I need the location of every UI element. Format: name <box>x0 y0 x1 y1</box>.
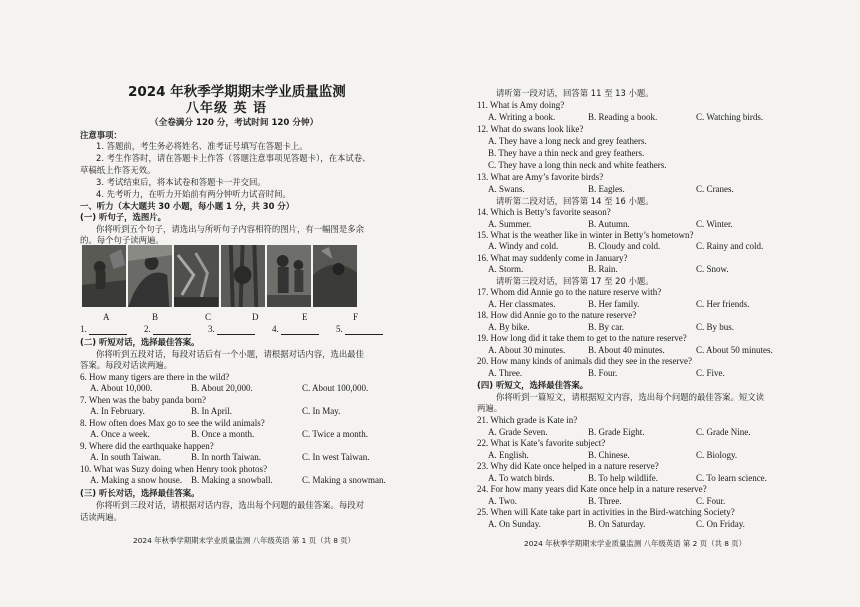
option-b[interactable]: B. Cloudy and cold. <box>588 241 661 251</box>
option-c[interactable]: C. About 100,000. <box>302 383 369 393</box>
question-21: 21. Which grade is Kate in? <box>477 415 578 425</box>
question-10: 10. What was Suzy doing when Henry took photos? <box>80 464 268 474</box>
option-a[interactable]: A. English. <box>488 450 529 460</box>
exam-subtitle: 八年级 英 语 <box>186 101 268 116</box>
option-b[interactable]: B. Once a month. <box>191 429 255 439</box>
option-b[interactable]: B. About 20,000. <box>191 383 253 393</box>
option-c[interactable]: C. Watching birds. <box>696 112 764 122</box>
option-b[interactable]: B. Eagles. <box>588 184 625 194</box>
option-c[interactable]: C. Twice a month. <box>302 429 368 439</box>
part3-heading: (三) 听长对话，选择最佳答案。 <box>80 488 200 498</box>
answer-blank-4[interactable]: 4. <box>272 324 319 335</box>
answer-blank-2[interactable]: 2. <box>144 324 191 335</box>
picture-label: B <box>152 312 159 322</box>
option-c[interactable]: C. About 50 minutes. <box>696 345 773 355</box>
option-c[interactable]: C. Five. <box>696 368 725 378</box>
picture-label: C <box>205 312 212 322</box>
question-11: 11. What is Amy doing? <box>477 100 565 110</box>
listening-heading: 一、听力（本大题共 30 小题，每小题 1 分，共 30 分） <box>80 201 295 211</box>
question-7: 7. When was the baby panda born? <box>80 395 207 405</box>
option-c[interactable]: C. In May. <box>302 406 341 416</box>
note-item: 草稿纸上作答无效。 <box>80 165 156 175</box>
option-c[interactable]: C. They have a long thin neck and white feathers. <box>488 160 667 170</box>
option-b[interactable]: B. In north Taiwan. <box>191 452 261 462</box>
option-a[interactable]: A. Grade Seven. <box>488 427 548 437</box>
option-a[interactable]: A. Once a week. <box>90 429 150 439</box>
note-item: 4. 先考听力，在听力开始前有两分钟听力试音时间。 <box>96 189 291 199</box>
option-a[interactable]: A. In February. <box>90 406 145 416</box>
question-24: 24. For how many years did Kate once help in a nature reserve? <box>477 484 707 494</box>
option-a[interactable]: A. On Sunday. <box>488 519 541 529</box>
question-15: 15. What is the weather like in winter in Betty’s hometown? <box>477 230 694 240</box>
question-19: 19. How long did it take them to get to the nature reserve? <box>477 333 687 343</box>
exam-title: 2024 年秋季学期期末学业质量监测 <box>128 84 346 100</box>
option-c[interactable]: C. Making a snowman. <box>302 475 386 485</box>
option-a[interactable]: A. Summer. <box>488 219 532 229</box>
question-6: 6. How many tigers are there in the wild? <box>80 372 230 382</box>
notes-heading: 注意事项： <box>80 130 122 140</box>
option-a[interactable]: A. To watch birds. <box>488 473 555 483</box>
option-c[interactable]: C. To learn science. <box>696 473 767 483</box>
option-c[interactable]: C. Four. <box>696 496 726 506</box>
option-b[interactable]: B. Chinese. <box>588 450 630 460</box>
picture-label: F <box>353 312 359 322</box>
option-a[interactable]: A. Two. <box>488 496 517 506</box>
option-c[interactable]: C. Cranes. <box>696 184 734 194</box>
question-17: 17. Whom did Annie go to the nature reserve with? <box>477 287 662 297</box>
question-22: 22. What is Kate’s favorite subject? <box>477 438 606 448</box>
option-b[interactable]: B. They have a thin neck and grey feathers. <box>488 148 645 158</box>
question-20: 20. How many kinds of animals did they see in the reserve? <box>477 356 692 366</box>
option-b[interactable]: B. About 40 minutes. <box>588 345 665 355</box>
option-a[interactable]: A. Her classmates. <box>488 299 556 309</box>
picture-d <box>221 245 265 307</box>
question-14: 14. Which is Betty’s favorite season? <box>477 207 611 217</box>
option-a[interactable]: A. Three. <box>488 368 523 378</box>
option-a[interactable]: A. They have a long neck and grey feathers. <box>488 136 647 146</box>
option-a[interactable]: A. By bike. <box>488 322 530 332</box>
picture-c <box>174 245 218 307</box>
part4-instruction: 你将听到一篇短文，请根据短文内容，选出每个问题的最佳答案。短文读 <box>496 392 764 402</box>
question-8: 8. How often does Max go to see the wild animals? <box>80 418 265 428</box>
option-c[interactable]: C. Winter. <box>696 219 733 229</box>
part1-instruction: 你将听到五个句子，请选出与所听句子内容相符的图片，有一幅图是多余 <box>96 224 364 234</box>
question-9: 9. Where did the earthquake happen? <box>80 441 214 451</box>
question-12: 12. What do swans look like? <box>477 124 584 134</box>
picture-e <box>267 245 311 307</box>
answer-blank-1[interactable]: 1. <box>80 324 127 335</box>
question-16: 16. What may suddenly come in January? <box>477 253 628 263</box>
picture-f <box>313 245 357 307</box>
option-a[interactable]: A. In south Taiwan. <box>90 452 161 462</box>
picture-label: A <box>103 312 110 322</box>
picture-b <box>128 245 172 307</box>
option-c[interactable]: C. Her friends. <box>696 299 750 309</box>
option-b[interactable]: B. Autumn. <box>588 219 630 229</box>
option-b[interactable]: B. Three. <box>588 496 622 506</box>
option-a[interactable]: A. About 10,000. <box>90 383 153 393</box>
part2-instruction: 答案。每段对话读两遍。 <box>80 360 173 370</box>
picture-strip <box>82 245 357 307</box>
option-c[interactable]: C. Grade Nine. <box>696 427 751 437</box>
note-item: 1. 答题前，考生务必将姓名、准考证号填写在答题卡上。 <box>96 141 308 151</box>
option-c[interactable]: C. In west Taiwan. <box>302 452 370 462</box>
option-b[interactable]: B. Reading a book. <box>588 112 658 122</box>
option-c[interactable]: C. On Friday. <box>696 519 745 529</box>
option-a[interactable]: A. Storm. <box>488 264 524 274</box>
note-item: 2. 考生作答时，请在答题卡上作答（答题注意事项见答题卡），在本试卷、 <box>96 153 371 163</box>
picture-a <box>82 245 126 307</box>
part3-instruction: 话读两遍。 <box>80 512 122 522</box>
dialogue-1-note: 请听第一段对话，回答第 11 至 13 小题。 <box>496 88 654 98</box>
option-b[interactable]: B. To help wildlife. <box>588 473 658 483</box>
note-item: 3. 考试结束后，将本试卷和答题卡一并交回。 <box>96 177 266 187</box>
option-a[interactable]: A. Making a snow house. <box>90 475 182 485</box>
option-b[interactable]: B. Her family. <box>588 299 640 309</box>
part4-instruction: 两遍。 <box>477 403 503 413</box>
option-b[interactable]: B. By car. <box>588 322 624 332</box>
picture-label: E <box>302 312 308 322</box>
option-c[interactable]: C. Snow. <box>696 264 729 274</box>
page-footer-left: 2024 年秋季学期期末学业质量监测 八年级英语 第 1 页（共 8 页） <box>133 536 356 545</box>
part1-instruction: 的。每个句子读两遍。 <box>80 235 164 245</box>
dialogue-2-note: 请听第二段对话，回答第 14 至 16 小题。 <box>496 196 654 206</box>
option-c[interactable]: C. By bus. <box>696 322 735 332</box>
part2-instruction: 你将听到五段对话，每段对话后有一个小题，请根据对话内容，选出最佳 <box>96 349 364 359</box>
option-c[interactable]: C. Biology. <box>696 450 738 460</box>
part4-heading: (四) 听短文，选择最佳答案。 <box>477 380 589 390</box>
option-b[interactable]: B. Four. <box>588 368 618 378</box>
option-c[interactable]: C. Rainy and cold. <box>696 241 764 251</box>
question-18: 18. How did Annie go to the nature reserve? <box>477 310 637 320</box>
picture-label: D <box>252 312 259 322</box>
option-b[interactable]: B. Making a snowball. <box>191 475 273 485</box>
question-23: 23. Why did Kate once helped in a nature reserve? <box>477 461 659 471</box>
option-b[interactable]: B. Rain. <box>588 264 618 274</box>
answer-blank-5[interactable]: 5. <box>336 324 383 335</box>
option-a[interactable]: A. Windy and cold. <box>488 241 559 251</box>
option-a[interactable]: A. Writing a book. <box>488 112 556 122</box>
part2-heading: (二) 听短对话，选择最佳答案。 <box>80 337 200 347</box>
part1-heading: (一) 听句子，选图片。 <box>80 212 166 222</box>
page-footer-right: 2024 年秋季学期期末学业质量监测 八年级英语 第 2 页（共 8 页） <box>524 539 747 548</box>
score-time-note: （全卷满分 120 分，考试时间 120 分钟） <box>150 118 319 128</box>
question-13: 13. What are Amy’s favorite birds? <box>477 172 604 182</box>
answer-blank-3[interactable]: 3. <box>208 324 255 335</box>
option-a[interactable]: A. Swans. <box>488 184 525 194</box>
part3-instruction: 你将听到三段对话，请根据对话内容，选出每个问题的最佳答案。每段对 <box>96 500 364 510</box>
option-b[interactable]: B. In April. <box>191 406 233 416</box>
dialogue-3-note: 请听第三段对话，回答第 17 至 20 小题。 <box>496 276 654 286</box>
question-25: 25. When will Kate take part in activities in the Bird-watching Society? <box>477 507 735 517</box>
option-b[interactable]: B. Grade Eight. <box>588 427 645 437</box>
option-b[interactable]: B. On Saturday. <box>588 519 646 529</box>
option-a[interactable]: A. About 30 minutes. <box>488 345 566 355</box>
